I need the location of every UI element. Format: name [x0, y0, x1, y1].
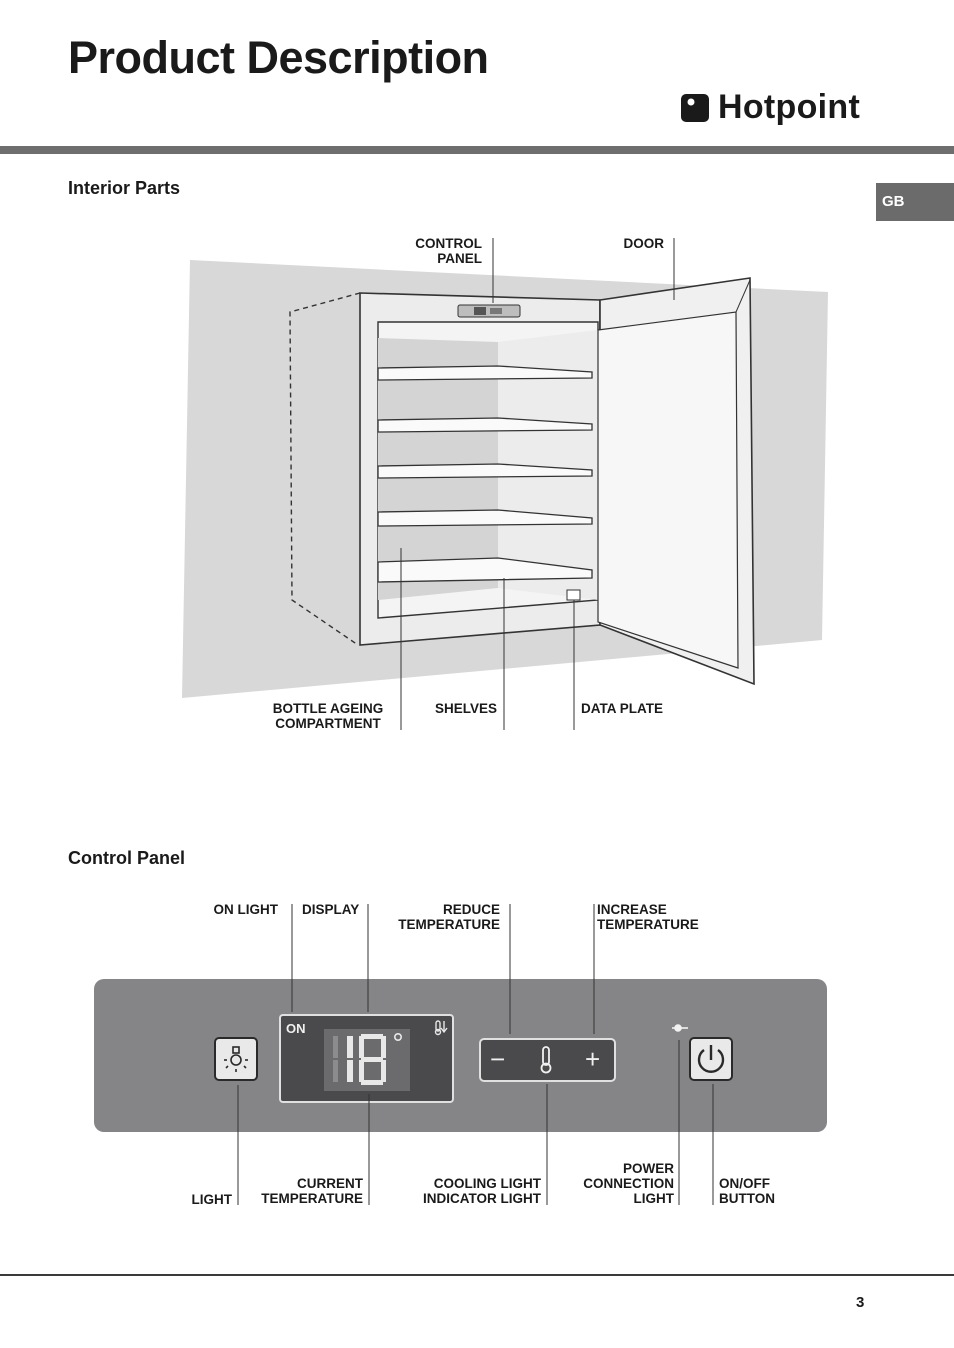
- increase-temperature-button[interactable]: +: [585, 1044, 601, 1074]
- light-button[interactable]: [215, 1038, 257, 1080]
- label-power-connection-light: POWER CONNECTION LIGHT: [583, 1161, 674, 1206]
- label-onoff-button: ON/OFF BUTTON: [719, 1176, 775, 1206]
- label-light: LIGHT: [191, 1192, 232, 1207]
- label-data-plate: DATA PLATE: [581, 701, 663, 716]
- reduce-temperature-button[interactable]: −: [490, 1044, 506, 1074]
- on-indicator: ON: [286, 1021, 306, 1036]
- brand-name: Hotpoint: [718, 88, 861, 126]
- page-title: Product Description: [68, 32, 489, 83]
- page-number: 3: [856, 1294, 865, 1311]
- label-on-light: ON LIGHT: [213, 902, 278, 917]
- label-bottle-ageing: BOTTLE AGEING COMPARTMENT: [272, 701, 384, 731]
- label-door: DOOR: [623, 236, 664, 251]
- label-increase-temperature: INCREASE TEMPERATURE: [597, 902, 699, 932]
- control-heading: Control Panel: [68, 848, 186, 868]
- label-cooling-light: COOLING LIGHT INDICATOR LIGHT: [423, 1176, 541, 1206]
- label-current-temperature: CURRENT TEMPERATURE: [261, 1176, 363, 1206]
- label-shelves: SHELVES: [434, 701, 497, 716]
- label-reduce-temperature: REDUCE TEMPERATURE: [398, 902, 500, 932]
- interior-heading: Interior Parts: [68, 178, 181, 198]
- language-tab: GB: [876, 183, 954, 221]
- label-control-panel: CONTROL PANEL: [415, 236, 482, 266]
- label-display: DISPLAY: [302, 902, 360, 917]
- footer-divider: [0, 1274, 954, 1276]
